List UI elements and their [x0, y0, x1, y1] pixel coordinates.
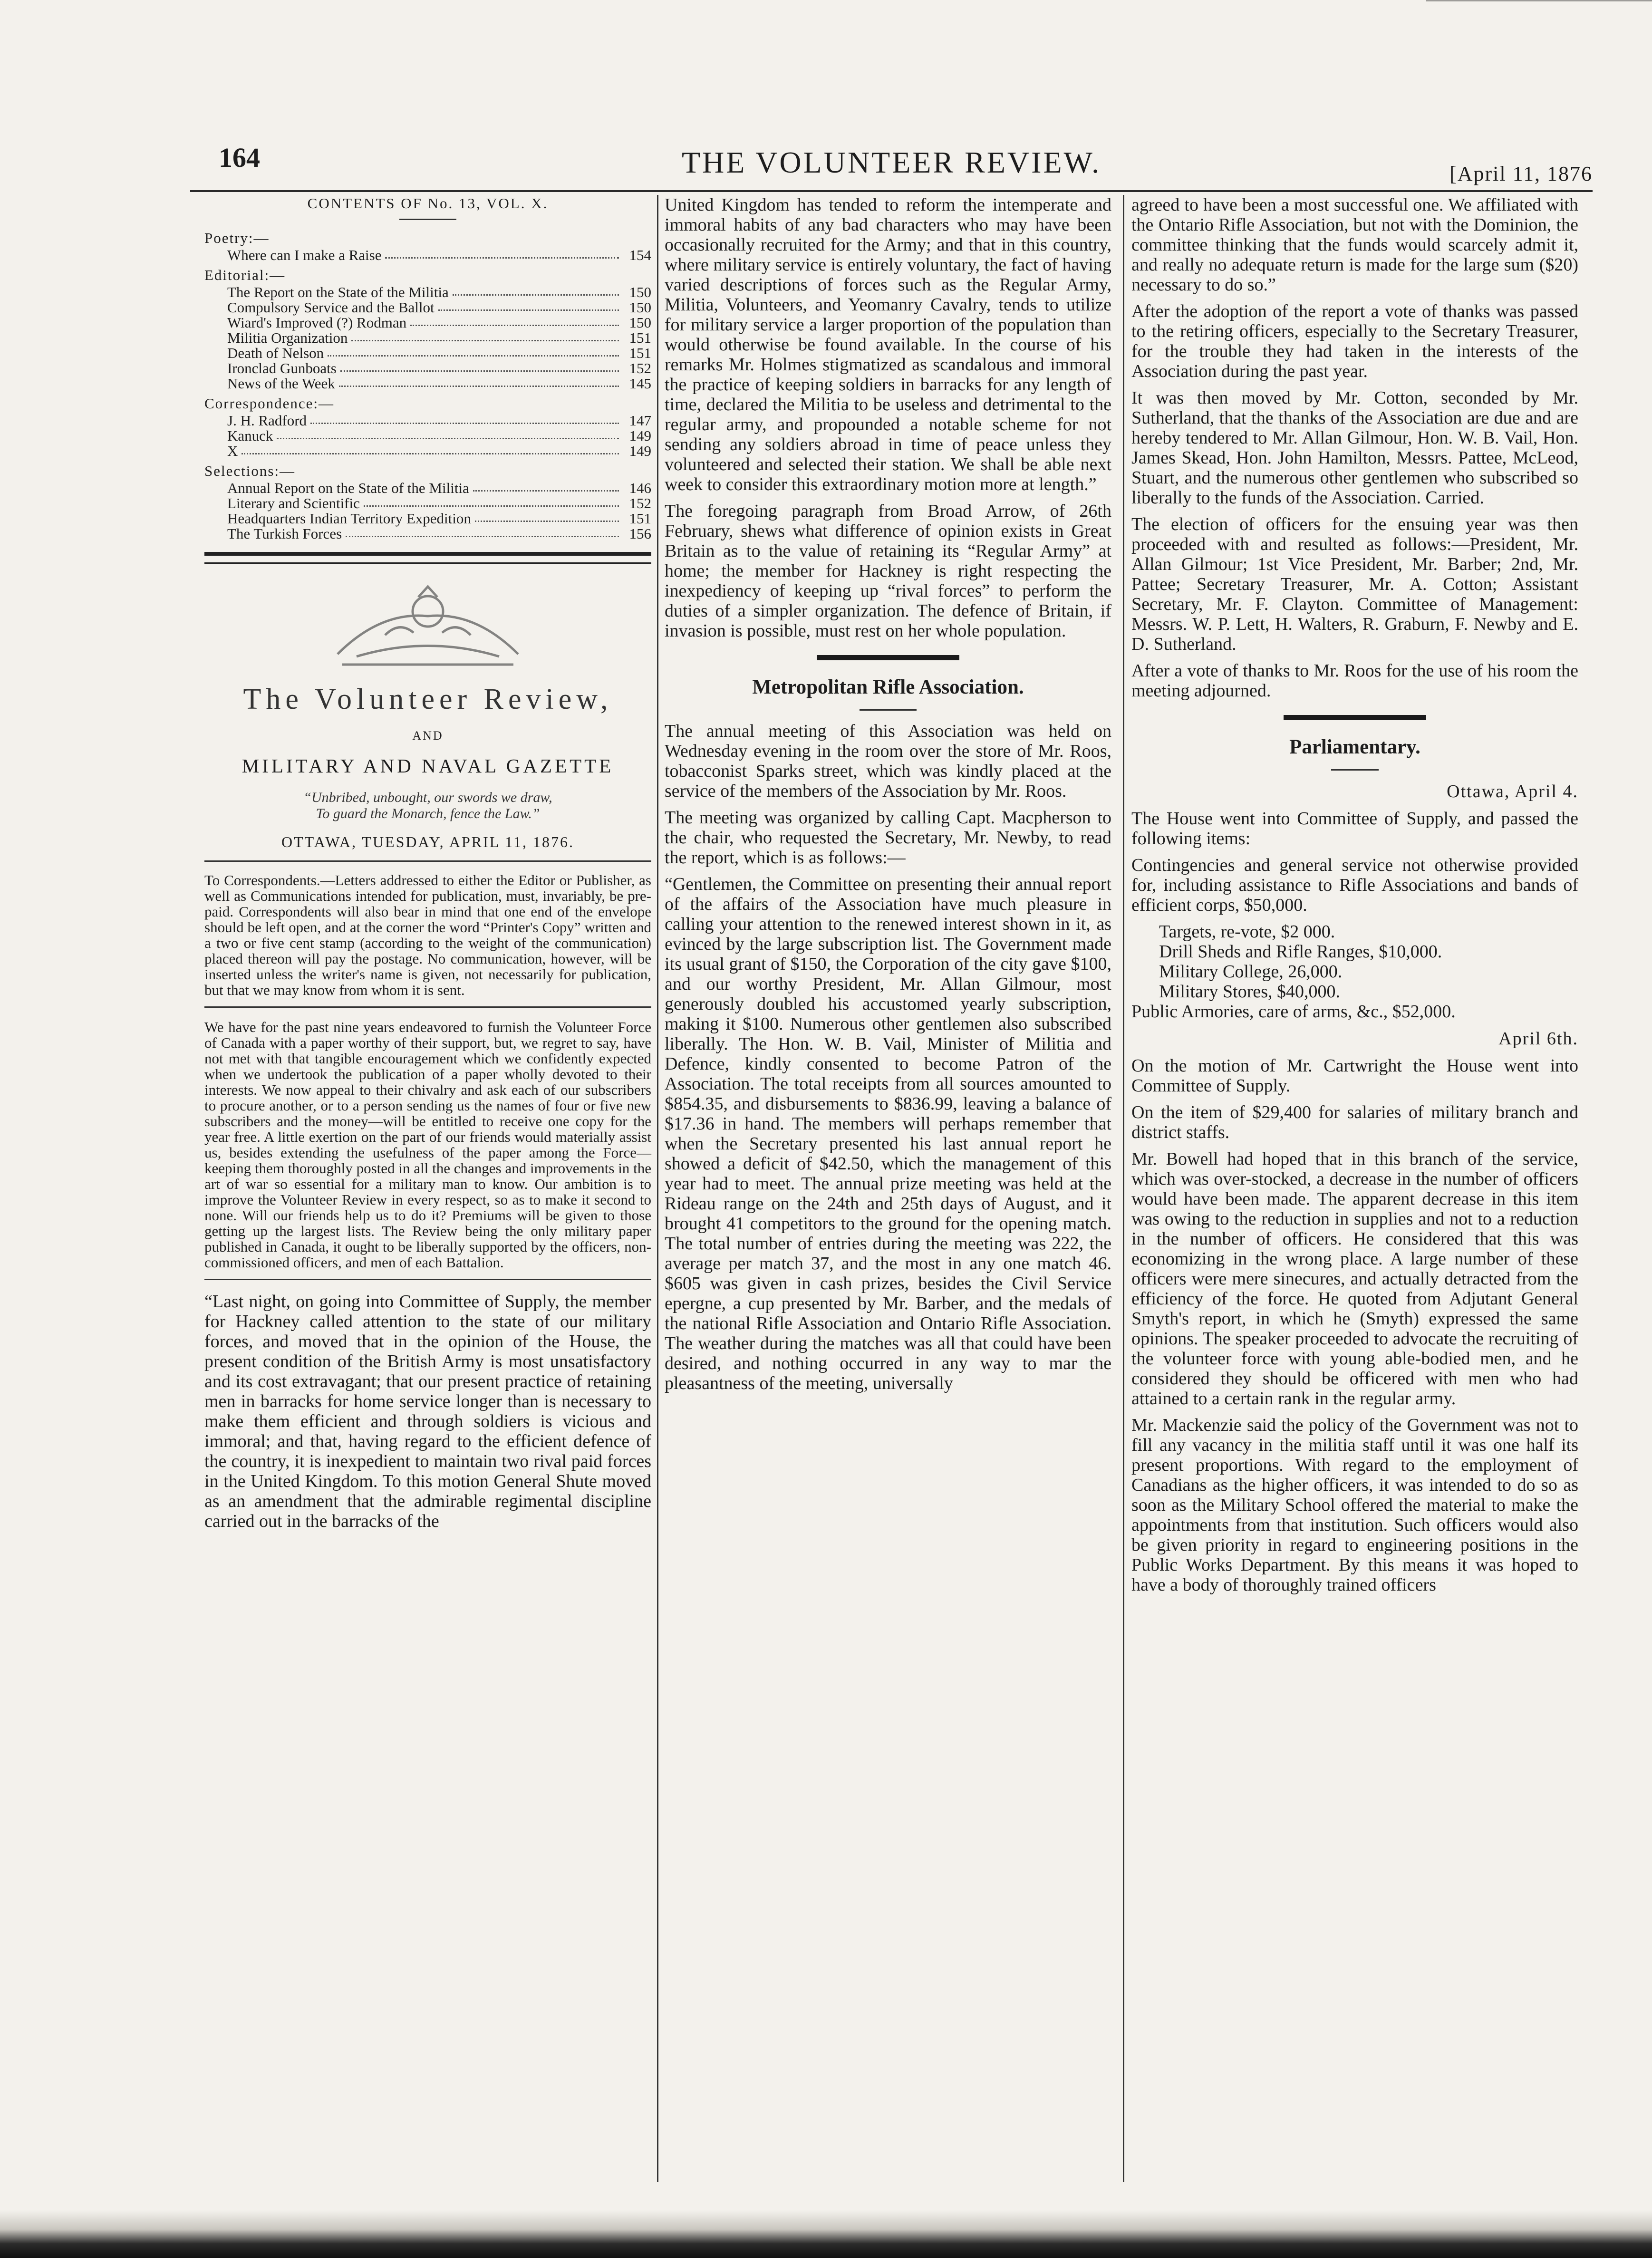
article-paragraph: The election of officers for the ensuing year was then proceeded with and resulted as follows:—President, Mr. Allan Gilmour; 1st Vice President, Mr. Barber; 2nd, Mr. Pattee; Secretary Treasurer, Mr. A. Cotton; Assistant Secretary, Mr. F. Clayton. Committee of Management: Messrs. W. P. Lett, H. Walters, R. Graburn, F. Newby and E. D. Sutherland. — [1131, 514, 1578, 654]
article-paragraph: Public Armories, care of arms, &c., $52,000. — [1131, 1002, 1456, 1022]
supply-item: Targets, re-vote, $2 000. — [1159, 922, 1335, 942]
supply-item: Drill Sheds and Rifle Ranges, $10,000. — [1159, 942, 1442, 962]
divider — [1331, 769, 1379, 771]
article-paragraph: After the adoption of the report a vote of thanks was passed to the retiring officers, especially to the Secretary Treasurer, for the trouble they had taken in the interests of the Association during the past year. — [1131, 301, 1578, 381]
toc-entry: Wiard's Improved (?) Rodman 150 — [227, 314, 651, 331]
toc-section-correspondence: Correspondence:— — [204, 395, 335, 412]
page-number: 164 — [219, 142, 260, 173]
toc-entry: Where can I make a Raise 154 — [227, 247, 651, 263]
column-divider — [657, 195, 658, 2182]
divider — [204, 1279, 651, 1280]
masthead-and: AND — [412, 729, 444, 743]
article-paragraph: “Gentlemen, the Committee on presenting their annual report of the affairs of the Association have much pleasure in calling your attention to the renewed interest shown in it, as evinced by the large subscription list. The Government made its usual grant of $150, the Corporation of the city gave $100, and our worthy President, Mr. Allan Gilmour, most generously doubled his accustomed yearly subscription, making it $100. Numerous other gentlemen also subscribed liberally. The Hon. W. B. Vail, Minister of Militia and Defence, kindly consented to become Patron of the Association. The total receipts from all sources amounted to $854.35, and disbursements to $836.99, leaving a balance of $17.36 in hand. The members will perhaps remember that when the Secretary presented his last annual report he showed a deficit of $42.50, which the management of this year had to meet. The annual prize meeting was held at the Rideau range on the 24th and 25th days of August, and it brought 41 competitors to the ground for the opening match. The total number of entries during the meeting was 222, the average per match 37, and the most in any one match 46. $605 was given in cash prizes, besides the Civil Service epergne, a cup presented by Mr. Barber, and the medals of the national Rifle Association and Ontario Rifle Association. The weather during the matches was all that could have been desired, and nothing occurred in any way to mar the pleasantness of the meeting, universally — [665, 874, 1111, 1393]
toc-entry: Annual Report on the State of the Militia 146 — [227, 480, 651, 496]
editorial-comment: The foregoing paragraph from Broad Arrow, of 26th February, shews what difference of opinion exists in Great Britain as to the value of retaining its “Regular Army” at home; the member for Hackney is right respecting the inexpediency of keeping up “rival forces” to perform the duties of a simpler organization. The defence of Britain, if invasion is possible, must rest on her whole population. — [665, 501, 1111, 641]
dateline: Ottawa, April 4. — [1447, 782, 1578, 801]
column-2 — [665, 195, 1111, 1400]
broad-arrow-quote: “Last night, on going into Committee of Supply, the member for Hackney called attention to the state of our military forces, and moved that in the opinion of the House, the present condition of the British Army is most unsatisfactory and its cost extravagant; that our present practice of retaining men in barracks for home service longer than is necessary to make them efficient and through soldiers is vicious and immoral; and that, having regard to the efficient defence of the country, it is inexpedient to maintain two rival paid forces in the United Kingdom. To this motion General Shute moved as an amendment that the admirable regimental discipline carried out in the barracks of the — [204, 1292, 651, 1531]
article-paragraph: On the motion of Mr. Cartwright the House went into Committee of Supply. — [1131, 1056, 1578, 1096]
toc-entry: The Turkish Forces 156 — [227, 525, 651, 542]
section-divider — [817, 655, 959, 660]
column-1 — [204, 195, 651, 1538]
toc-section-editorial: Editorial:— — [204, 267, 286, 283]
supply-item: Military College, 26,000. — [1159, 962, 1343, 982]
column-divider — [1123, 195, 1124, 2182]
newspaper-title: THE VOLUNTEER REVIEW. — [681, 145, 1101, 179]
contents-heading: CONTENTS OF No. 13, VOL. X. — [307, 195, 549, 212]
article-paragraph: After a vote of thanks to Mr. Roos for the use of his room the meeting adjourned. — [1131, 661, 1578, 701]
toc-section-poetry: Poetry:— — [204, 230, 270, 246]
article-heading: Parliamentary. — [1289, 736, 1420, 758]
dateline: April 6th. — [1498, 1029, 1578, 1049]
top-edge-mark — [1426, 0, 1652, 20]
article-paragraph: On the item of $29,400 for salaries of military branch and district staffs. — [1131, 1102, 1578, 1142]
divider — [860, 709, 917, 711]
masthead-name: The Volunteer Review, — [243, 683, 613, 715]
toc-entry: Literary and Scientific 152 — [227, 495, 651, 511]
article-paragraph: The meeting was organized by calling Capt. Macpherson to the chair, who requested the Secretary, Mr. Newby, to read the report, which is as follows:— — [665, 808, 1111, 868]
column-3 — [1131, 195, 1578, 1602]
article-heading: Metropolitan Rifle Association. — [752, 676, 1024, 698]
toc-entry: Militia Organization 151 — [227, 329, 651, 346]
correspondents-notice: To Correspondents.—Letters addressed to either the Editor or Publisher, as well as Communications intended for publication, must, invariably, be pre-paid. Correspondents will also bear in mind that one end of the envelope should be left open, and at the corner the word “Printer's Copy” written and a two or five cent stamp (according to the weight of the communication) placed thereon will pay the postage. No communication, however, will be inserted unless the writer's name is given, not necessarily for publication, but that we may know from whom it is sent. — [204, 872, 651, 998]
toc-entry: News of the Week 145 — [227, 375, 651, 392]
masthead-date: OTTAWA, TUESDAY, APRIL 11, 1876. — [204, 833, 651, 862]
toc-entry: The Report on the State of the Militia 150 — [227, 284, 651, 300]
toc-entry: Compulsory Service and the Ballot 150 — [227, 299, 651, 316]
article-paragraph: agreed to have been a most successful one. We affiliated with the Ontario Rifle Association, but not with the Dominion, the committee thinking that the funds would scarcely admit it, and really no adequate return is made for the large sum ($20) necessary to do so.” — [1131, 195, 1578, 295]
masthead-motto: “Unbribed, unbought, our swords we draw, To guard the Monarch, fence the Law.” — [303, 790, 552, 821]
article-paragraph: Contingencies and general service not otherwise provided for, including assistance to Rifle Associations and bands of efficient corps, $50,000. — [1131, 855, 1578, 915]
supply-item: Military Stores, $40,000. — [1159, 982, 1341, 1002]
article-paragraph: Mr. Mackenzie said the policy of the Government was not to fill any vacancy in the militia staff until it was one half its present proportions. With regard to the employment of Canadians as the higher officers, it was intended to do so as soon as the Military School offered the material to make the appointments from that institution. Such officers would also be given priority in regard to engineering positions in the Public Works Department. By this means it was hoped to have a body of thoroughly trained officers — [1131, 1415, 1578, 1595]
divider — [399, 219, 456, 220]
toc-entry: Kanuck 149 — [227, 427, 651, 444]
quote-continued: United Kingdom has tended to reform the intemperate and immoral habits of any bad characters who may have been occasionally recruited for the Army; and that in this country, where military service is entirely voluntary, the fact of having varied descriptions of forces such as the Regular Army, Militia, Volunteers, and Yeomanry Cavalry, tends to utilize for military service a larger proportion of the population than would otherwise be found available. In the course of his remarks Mr. Holmes stigmatized as scandalous and immoral the practice of keeping soldiers in barracks for any length of time, declared the Militia to be useless and detrimental to the regular army, and propounded a notable scheme for not sending any soldiers abroad in time of peace unless they volunteered and selected their station. We shall be able next week to consider this extraordinary motion more at length.” — [665, 195, 1111, 494]
scan-edge — [0, 2210, 1652, 2258]
royal-arms-emblem — [328, 583, 528, 673]
divider — [204, 1006, 651, 1008]
article-paragraph: The House went into Committee of Supply, and passed the following items: — [1131, 809, 1578, 849]
toc-entry: Ironclad Gunboats 152 — [227, 360, 651, 376]
toc-entry: Headquarters Indian Territory Expedition 151 — [227, 510, 651, 527]
toc-section-selections: Selections:— — [204, 463, 296, 479]
page-header — [190, 138, 1593, 192]
article-paragraph: Mr. Bowell had hoped that in this branch of the service, which was over-stocked, a decrease in the number of officers would have been made. The apparent decrease in this item was owing to the reduction in supplies and not to a reduction in the number of officers. He considered that this was economizing in the wrong place. A large number of these officers were mere sinecures, and actually detracted from the efficiency of the force. He quoted from Adjutant General Smyth's report, in which he (Smyth) expressed the same opinions. The speaker proceeded to advocate the recruiting of the volunteer force with young able-bodied men, and he considered they should be officered with men who had attained to a certain rank in the regular army. — [1131, 1149, 1578, 1409]
toc-entry: X 149 — [227, 443, 651, 459]
toc-entry: Death of Nelson 151 — [227, 345, 651, 361]
subscription-appeal: We have for the past nine years endeavored to furnish the Volunteer Force of Canada with a paper worthy of their support, but, we regret to say, have not met with that tangible encouragement which we confidently expected when we undertook the publication of a paper wholly devoted to their interests. We now appeal to their chivalry and ask each of our subscribers to procure another, or to a person sending us the names of four or five new subscribers and the money—will be entitled to receive one copy for the year free. A little exertion on the part of our friends would materially assist us, besides extending the usefulness of the paper among the Force—keeping them thoroughly posted in all the changes and improvements in the art of war so essential for a military man to know. Our ambition is to improve the Volunteer Review in every respect, so as to make it second to none. Will our friends help us to do it? Premiums will be given to those getting up the largest lists. The Review being the only military paper published in Canada, it ought to be liberally supported by the officers, non-commissioned officers, and men of each Battalion. — [204, 1019, 651, 1271]
section-divider — [1284, 715, 1426, 720]
masthead-subtitle: MILITARY AND NAVAL GAZETTE — [242, 755, 614, 777]
article-paragraph: The annual meeting of this Association was held on Wednesday evening in the room over the store of Mr. Roos, tobacconist Sparks street, which was kindly placed at the service of the members of the Association by Mr. Roos. — [665, 721, 1111, 801]
section-divider — [204, 552, 651, 564]
article-paragraph: It was then moved by Mr. Cotton, seconded by Mr. Sutherland, that the thanks of the Association are due and are hereby tendered to Mr. Allan Gilmour, Hon. W. B. Vail, Hon. James Skead, Hon. John Hamilton, Messrs. Pattee, McLeod, Stuart, and the numerous other gentlemen who subscribed so liberally to the funds of the Association. Carried. — [1131, 388, 1578, 508]
toc-entry: J. H. Radford 147 — [227, 412, 651, 429]
issue-date: [April 11, 1876 — [1449, 162, 1593, 185]
